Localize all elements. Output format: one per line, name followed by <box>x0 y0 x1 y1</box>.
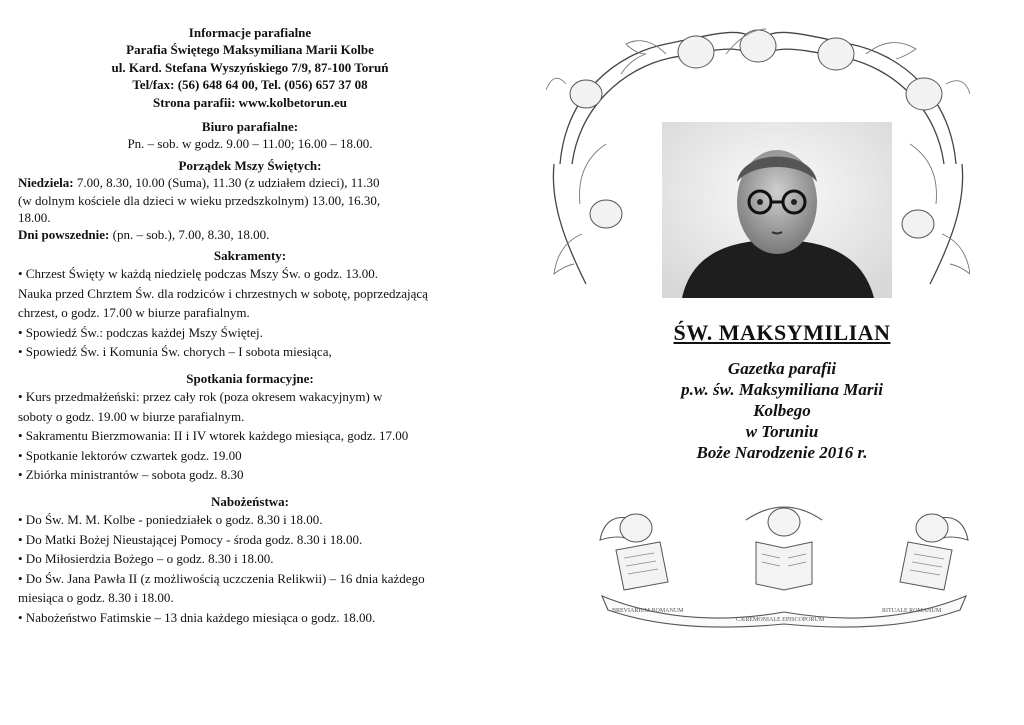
sunday-masses <box>18 174 482 191</box>
banner-text-caeremoniale: CÆREMONIALE EPISCOPORUM <box>736 617 825 623</box>
cover-subtitle <box>540 358 1024 463</box>
angels-books-illustration <box>596 500 972 630</box>
list-item: • Kurs przedmałżeński: przez cały rok (poza okresem wakacyjnym) w <box>18 389 383 405</box>
list-item: • Do Św. M. M. Kolbe - poniedziałek o godz. 8.30 i 18.00. <box>18 512 323 528</box>
sunday-label: Niedziela: <box>18 175 74 191</box>
services-heading: Nabożeństwa: <box>211 493 289 509</box>
list-item: • Do Miłosierdzia Bożego – o godz. 8.30 i 18.00. <box>18 551 274 567</box>
list-item: soboty o godz. 19.00 w biurze parafialnym. <box>18 408 245 424</box>
masses-heading: Porządek Mszy Świętych: <box>178 157 322 173</box>
office-hours: Pn. – sob. w godz. 9.00 – 11.00; 16.00 – 18.00. <box>127 136 373 152</box>
list-item: • Chrzest Święty w każdą niedzielę podczas Mszy Św. o godz. 13.00. <box>18 266 379 282</box>
saint-portrait-image <box>662 122 892 298</box>
parish-website: Strona parafii: www.kolbetorun.eu <box>152 94 348 110</box>
weekday-masses <box>18 226 482 243</box>
sunday-masses-line2: (w dolnym kościele dla dzieci w wieku przedszkolnym) 13.00, 16.30, <box>18 192 381 208</box>
subtitle-line: p.w. św. Maksymiliana Marii <box>681 380 883 399</box>
list-item: • Spotkanie lektorów czwartek godz. 19.00 <box>18 447 242 463</box>
list-item: • Do Św. Jana Pawła II (z możliwością uczczenia Relikwii) – 16 dnia każdego <box>18 570 425 586</box>
sunday-masses-line3: 18.00. <box>18 210 51 226</box>
parish-name: Parafia Świętego Maksymiliana Marii Kolbe <box>126 42 374 58</box>
meetings-heading: Spotkania formacyjne: <box>186 370 314 386</box>
list-item: • Nabożeństwo Fatimskie – 13 dnia każdego miesiąca o godz. 18.00. <box>18 609 376 625</box>
weekday-text: (pn. – sob.), 7.00, 8.30, 18.00. <box>109 227 270 243</box>
list-item: chrzest, o godz. 17.00 w biurze parafialnym. <box>18 305 250 321</box>
list-item: • Spowiedź Św. i Komunia Św. chorych – I sobota miesiąca, <box>18 344 332 360</box>
sunday-text: 7.00, 8.30, 10.00 (Suma), 11.30 (z udziałem dzieci), 11.30 <box>73 175 380 191</box>
sacraments-heading: Sakramenty: <box>213 247 287 263</box>
parish-address: ul. Kard. Stefana Wyszyńskiego 7/9, 87-100 Toruń <box>111 59 389 75</box>
parish-info-column <box>18 24 482 627</box>
subtitle-line: w Toruniu <box>745 422 819 441</box>
saint-portrait <box>662 122 892 298</box>
cover-column <box>540 0 1024 725</box>
list-item: • Zbiórka ministrantów – sobota godz. 8.30 <box>18 467 244 483</box>
banner-text-breviarium: BREVIARIUM ROMANUM <box>612 608 684 614</box>
list-item: • Spowiedź Św.: podczas każdej Mszy Świętej. <box>18 324 263 340</box>
cover-title: ŚW. MAKSYMILIAN <box>673 320 891 345</box>
info-heading: Informacje parafialne <box>188 25 312 40</box>
list-item: miesiąca o godz. 8.30 i 18.00. <box>18 590 174 606</box>
office-heading: Biuro parafialne: <box>201 119 299 135</box>
list-item: • Do Matki Bożej Nieustającej Pomocy - środa godz. 8.30 i 18.00. <box>18 531 363 547</box>
weekday-label: Dni powszednie: <box>18 227 110 243</box>
banner-text-rituale: RITUALE ROMANUM <box>882 608 942 614</box>
subtitle-line: Kolbego <box>753 401 811 420</box>
subtitle-line: Gazetka parafii <box>727 359 837 378</box>
list-item: • Sakramentu Bierzmowania: II i IV wtorek każdego miesiąca, godz. 17.00 <box>18 428 409 444</box>
parish-phone: Tel/fax: (56) 648 64 00, Tel. (056) 657 37 08 <box>132 77 368 93</box>
list-item: Nauka przed Chrztem Św. dla rodziców i chrzestnych w sobotę, poprzedzającą <box>18 285 428 301</box>
subtitle-line: Boże Narodzenie 2016 r. <box>696 443 868 462</box>
